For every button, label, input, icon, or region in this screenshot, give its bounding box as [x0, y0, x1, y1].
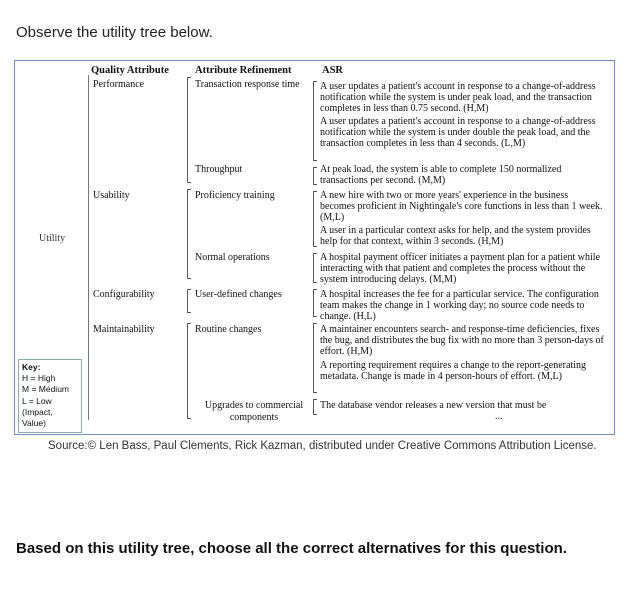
bracket-asr-transaction: [313, 81, 317, 161]
asr-3: At peak load, the system is able to complete 150 normalized transactions per second. (M,M): [320, 164, 562, 186]
header-quality-attribute: Quality Attribute: [91, 65, 169, 76]
asr-10: The database vendor releases a new version that must be: [320, 400, 547, 411]
key-title: Key:: [22, 362, 41, 372]
bracket-maintainability: [187, 323, 191, 419]
refinement-proficiency: Proficiency training: [195, 190, 275, 201]
header-asr: ASR: [322, 65, 344, 76]
bracket-asr-routine: [313, 323, 317, 393]
refinement-upgrades: Upgrades to commercial components: [204, 400, 304, 423]
key-value: Value): [22, 418, 46, 429]
bracket-configurability: [187, 289, 191, 313]
bracket-usability: [187, 189, 191, 279]
refinement-routine: Routine changes: [195, 324, 262, 335]
question-text: Based on this utility tree, choose all the correct alternatives for this question.: [16, 540, 567, 557]
quality-tree-line: [88, 75, 89, 420]
asr-2: A user updates a patient's account in response to a change-of-address notification while the system is under double the peak load, and the transaction completes in less than 4 seconds. (L,M): [320, 116, 596, 149]
asr-4: A new hire with two or more years' experience in the business becomes proficient in Nightingale's core functions in less than 1 week. (M,L): [320, 190, 603, 223]
quality-configurability: Configurability: [93, 289, 155, 300]
refinement-throughput: Throughput: [195, 164, 243, 175]
refinement-normal-ops: Normal operations: [195, 252, 270, 263]
intro-text: Observe the utility tree below.: [16, 24, 213, 41]
asr-5: A user in a particular context asks for help, and the system provides help for that context, within 3 seconds. (H,M): [320, 225, 591, 247]
asr-1: A user updates a patient's account in response to a change-of-address notification while the system is under peak load, and the transaction completes in less than 0.75 second. (H,M): [320, 81, 596, 114]
asr-8: A maintainer encounters search- and response-time deficiencies, fixes the bug, and distributes the bug fix with no more than 3 person-days of effort. (H,M): [320, 324, 604, 357]
bracket-performance: [187, 77, 191, 183]
quality-maintainability: Maintainability: [93, 324, 155, 335]
utility-tree-figure: [14, 60, 615, 435]
key-legend: [18, 359, 82, 433]
asr-9: A reporting requirement requires a change to the report-generating metadata. Change is made in 4 person-hours of effort. (M,L): [320, 360, 587, 382]
key-impact: (Impact,: [22, 406, 53, 417]
ellipsis: ...: [495, 411, 503, 422]
bracket-asr-normal: [313, 253, 317, 283]
bracket-asr-user-defined: [313, 289, 317, 317]
bracket-asr-upgrades: [313, 399, 317, 415]
key-low: L = Low: [22, 395, 52, 406]
key-high: H = High: [22, 373, 56, 384]
bracket-asr-throughput: [313, 167, 317, 185]
header-attribute-refinement: Attribute Refinement: [195, 65, 292, 76]
bracket-asr-proficiency: [313, 191, 317, 247]
quality-usability: Usability: [93, 190, 130, 201]
source-caption: Source:© Len Bass, Paul Clements, Rick Kazman, distributed under Creative Commons Attribution License.: [48, 440, 597, 452]
quality-performance: Performance: [93, 79, 145, 90]
asr-6: A hospital payment officer initiates a payment plan for a patient while interacting with that patient and completes the process without the system introducing delays. (M,M): [320, 252, 601, 285]
key-medium: M = Medium: [22, 384, 69, 395]
refinement-user-defined: User-defined changes: [195, 289, 282, 300]
asr-7: A hospital increases the fee for a particular service. The configuration team makes the change in 1 working day; no source code needs to change. (H,L): [320, 289, 599, 322]
refinement-transaction: Transaction response time: [195, 79, 300, 90]
utility-root: Utility: [39, 233, 66, 244]
